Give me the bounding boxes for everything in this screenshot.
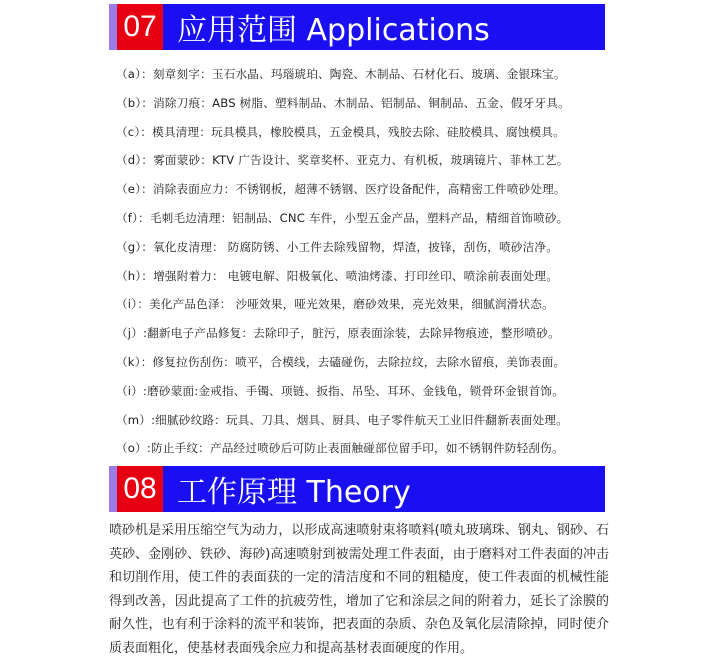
section-number: 07 [117,4,163,50]
header-accent-bar [109,466,117,512]
header-accent-bar [109,4,117,50]
list-item: （j）:翻新电子产品修复：去除印子，脏污，原表面涂装，去除异物痕迹，整形喷砂。 [116,326,560,341]
list-item: （h）：增强附着力： 电镀电解、阳极氧化、喷油烤漆、打印丝印、喷涂前表面处理。 [116,268,559,283]
section-title: 工作原理 Theory [177,475,411,510]
list-item: （g）：氧化皮清理： 防腐防锈、小工件去除残留物，焊渣，披锋，刮伤，喷砂洁净。 [116,239,559,254]
list-item: （d）：雾面蒙砂：KTV 广告设计、奖章奖杯、亚克力、有机板，玻璃镜片、菲林工艺。 [116,153,569,168]
applications-header [109,4,605,50]
list-item: （i）：美化产品色泽： 沙哑效果，哑光效果，磨砂效果，亮光效果，细腻润滑状态。 [116,297,554,312]
list-item: （i）:磨砂蒙面:金戒指、手镯、项链、扳指、吊坠、耳环、金钱龟，锁骨环金银首饰。 [116,383,565,398]
list-item: （o）:防止手纹：产品经过喷砂后可防止表面触碰部位留手印，如不锈钢件防轻刮伤。 [116,441,564,456]
section-title: 应用范围 Applications [177,13,490,48]
list-item: （a）：刻章刻字：玉石水晶、玛瑙琥珀、陶瓷、木制品、石材化石、玻璃、金银珠宝。 [116,67,566,81]
theory-paragraph: 喷砂机是采用压缩空气为动力，以形成高速喷射束将喷料(喷丸玻璃珠、钢丸、钢砂、石英砂、金刚砂、铁砂、海砂)高速喷射到被需处理工件表面，由于磨料对工件表面的冲击和切削作用，使工件的表面获的一定的清洁度和不同的粗糙度，使工件表面的机械性能得到改善，因此提高了工件的抗疲劳性，增加了它和涂层之间的附着力，延长了涂膜的耐久性，也有利于涂料的流平和装饰，把表面的杂质、杂色及氧化层清除掉，同时使介质表面粗化，使基材表面残余应力和提高基材表面硬度的作用。 [109,523,609,656]
theory-header [109,466,605,512]
applications-list [116,60,616,463]
list-item: （k）：修复拉伤刮伤：喷平，合模线，去磕碰伤，去除拉纹，去除水留痕，美饰表面。 [116,354,566,369]
list-item: （m）:细腻砂纹路：玩具、刀具、烟具、厨具、电子零件航天工业旧件翻新表面处理。 [116,412,568,427]
list-item: （e）：消除表面应力：不锈钢板，超薄不锈钢、医疗设备配件，高精密工件喷砂处理。 [116,182,566,197]
list-item: （c）：模具清理：玩具模具，橡胶模具，五金模具，残胶去除、硅胶模具、腐蚀模具。 [116,124,565,139]
list-item: （f）：毛刺毛边清理：铝制品、CNC 车件，小型五金产品，塑料产品，精细首饰喷砂。 [116,210,569,225]
section-number: 08 [117,466,163,512]
list-item: （b）：消除刀痕：ABS 树脂、塑料制品、木制品、铝制品、铜制品、五金、假牙牙具。 [116,95,570,110]
